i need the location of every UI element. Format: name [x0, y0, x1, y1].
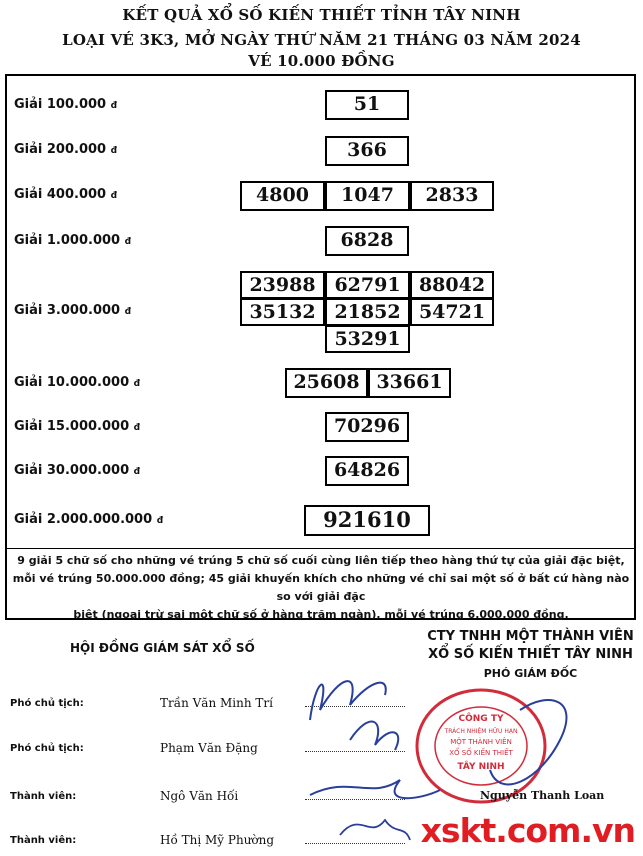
member-role: Thành viên:	[10, 835, 77, 846]
company-name-1: CTY TNHH MỘT THÀNH VIÊN	[427, 629, 634, 644]
member-name: Hồ Thị Mỹ Phường	[160, 833, 275, 847]
director-name: Nguyễn Thanh Loan	[480, 789, 605, 802]
company-name-2: XỔ SỐ KIẾN THIẾT TÂY NINH	[428, 647, 633, 662]
number-box: 23988	[240, 271, 325, 299]
number-box: 62791	[325, 271, 410, 299]
svg-text:XỔ SỐ KIẾN THIẾT: XỔ SỐ KIẾN THIẾT	[449, 749, 513, 757]
number-box: 64826	[325, 456, 409, 486]
table-divider	[5, 548, 636, 549]
prize-label-100k: Giải 100.000 đ	[14, 97, 118, 112]
prize-label-30m: Giải 30.000.000 đ	[14, 463, 141, 478]
member-name: Ngô Văn Hối	[160, 789, 239, 803]
member-role: Phó chủ tịch:	[10, 698, 84, 709]
number-box: 88042	[410, 271, 494, 299]
number-box-special: 921610	[304, 505, 430, 536]
number-box: 366	[325, 136, 409, 166]
number-box: 35132	[240, 298, 325, 326]
prize-label-1m: Giải 1.000.000 đ	[14, 233, 132, 248]
number-box: 33661	[368, 368, 451, 398]
number-box: 51	[325, 90, 409, 120]
number-box: 70296	[325, 412, 409, 442]
svg-text:TÂY NINH: TÂY NINH	[457, 762, 505, 772]
prize-label-15m: Giải 15.000.000 đ	[14, 419, 141, 434]
number-box: 54721	[410, 298, 494, 326]
number-box: 25608	[285, 368, 368, 398]
council-title: HỘI ĐỒNG GIÁM SÁT XỔ SỐ	[70, 641, 255, 655]
prize-label-10m: Giải 10.000.000 đ	[14, 375, 141, 390]
number-box: 53291	[325, 325, 410, 353]
title-line-2: LOẠI VÉ 3K3, MỞ NGÀY THỨ NĂM 21 THÁNG 03 NĂM 2024	[62, 31, 581, 49]
prize-label-200k: Giải 200.000 đ	[14, 142, 118, 157]
deputy-director-title: PHÓ GIÁM ĐỐC	[483, 667, 578, 680]
prize-note: 9 giải 5 chữ số cho những vé trúng 5 chữ số cuối cùng liên tiếp theo hàng thứ tự của giải đặc biệt, mỗi vé trúng 50.000.000 đồng; 45 giải khuyến khích cho những vé chỉ sai một số ở bất cứ hàng nào so với giải đặc biệt (ngoại trừ sai một chữ số ở hàng trăm ngàn), mỗi vé trúng 6.000.000 đồng.	[12, 554, 630, 621]
number-box: 21852	[325, 298, 410, 326]
number-box: 6828	[325, 226, 409, 256]
svg-text:CÔNG TY: CÔNG TY	[458, 714, 504, 724]
site-logo: xskt.com.vn	[420, 811, 635, 850]
number-box: 4800	[240, 181, 325, 211]
prize-label-400k: Giải 400.000 đ	[14, 187, 118, 202]
svg-text:MỘT THÀNH VIÊN: MỘT THÀNH VIÊN	[450, 738, 512, 746]
member-name: Trần Văn Minh Trí	[160, 696, 273, 710]
title-line-3: VÉ 10.000 ĐỒNG	[248, 52, 395, 70]
member-role: Thành viên:	[10, 791, 77, 802]
svg-text:TRÁCH NHIỆM HỮU HẠN: TRÁCH NHIỆM HỮU HẠN	[444, 728, 518, 735]
member-role: Phó chủ tịch:	[10, 743, 84, 754]
member-name: Phạm Văn Đặng	[160, 741, 258, 755]
number-box: 2833	[410, 181, 494, 211]
title-line-1: KẾT QUẢ XỔ SỐ KIẾN THIẾT TỈNH TÂY NINH	[122, 6, 521, 24]
number-box: 1047	[325, 181, 410, 211]
prize-label-3m: Giải 3.000.000 đ	[14, 303, 132, 318]
prize-label-special: Giải 2.000.000.000 đ	[14, 512, 164, 527]
